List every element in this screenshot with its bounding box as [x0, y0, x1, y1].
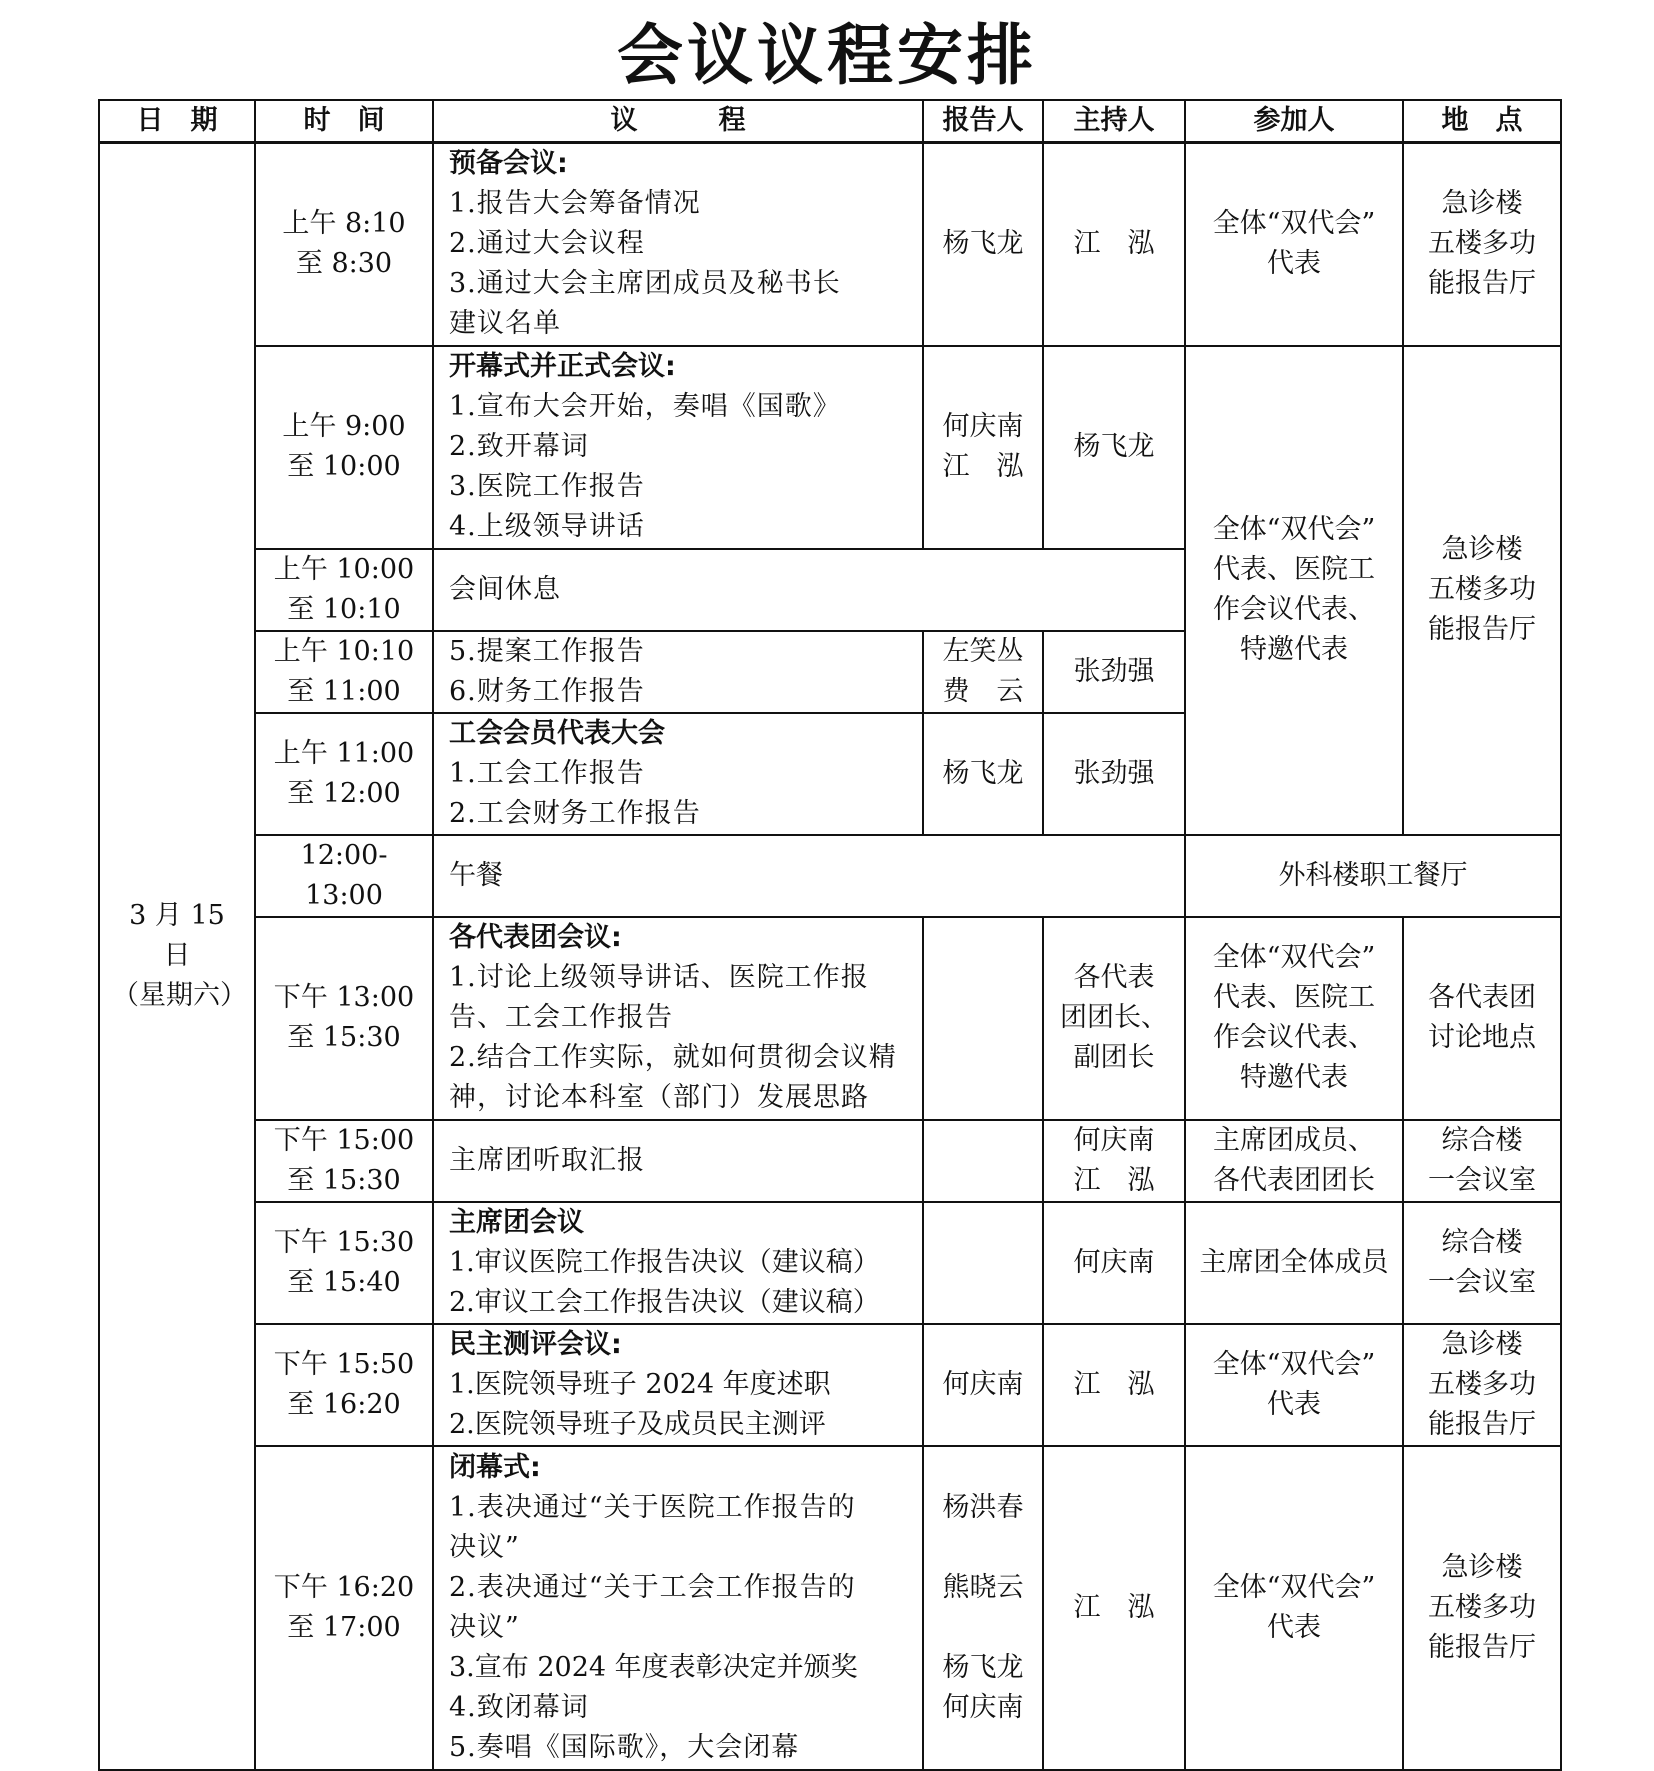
time-cell: 上午 11:00 至 12:00 [255, 713, 433, 835]
attendees-cell: 主席团全体成员 [1185, 1202, 1403, 1324]
agenda-table [98, 99, 1562, 1771]
date-cell: 3 月 15 日 （星期六） [99, 143, 255, 1770]
time-cell: 下午 13:00 至 15:30 [255, 917, 433, 1120]
reporter-cell: 杨飞龙 [923, 143, 1043, 346]
time-cell: 下午 15:50 至 16:20 [255, 1324, 433, 1446]
agenda-cell: 5.提案工作报告 6.财务工作报告 [433, 631, 923, 713]
table-row [99, 346, 1561, 549]
location-cell: 急诊楼 五楼多功 能报告厅 [1403, 1324, 1561, 1446]
time-cell: 上午 10:10 至 11:00 [255, 631, 433, 713]
location-cell: 急诊楼 五楼多功 能报告厅 [1403, 346, 1561, 835]
attendees-cell: 主席团成员、 各代表团团长 [1185, 1120, 1403, 1202]
location-cell: 综合楼 一会议室 [1403, 1202, 1561, 1324]
reporter-cell [923, 917, 1043, 1120]
host-cell: 江 泓 [1043, 143, 1185, 346]
time-cell: 上午 9:00 至 10:00 [255, 346, 433, 549]
agenda-cell: 主席团听取汇报 [433, 1120, 923, 1202]
table-row [99, 1202, 1561, 1324]
location-cell: 急诊楼 五楼多功 能报告厅 [1403, 143, 1561, 346]
table-row [99, 143, 1561, 346]
header-host: 主持人 [1043, 100, 1185, 143]
agenda-cell: 预备会议: 1.报告大会筹备情况 2.通过大会议程 3.通过大会主席团成员及秘书长 建议名单 [433, 143, 923, 346]
table-row [99, 1324, 1561, 1446]
host-cell: 杨飞龙 [1043, 346, 1185, 549]
reporter-cell: 杨洪春 熊晓云 杨飞龙 何庆南 [923, 1446, 1043, 1770]
host-cell: 张劲强 [1043, 631, 1185, 713]
header-agenda: 议 程 [433, 100, 923, 143]
attendees-cell: 全体“双代会” 代表、医院工 作会议代表、 特邀代表 [1185, 346, 1403, 835]
reporter-cell: 何庆南 [923, 1324, 1043, 1446]
table-row [99, 835, 1561, 917]
header-reporter: 报告人 [923, 100, 1043, 143]
time-cell: 12:00-13:00 [255, 835, 433, 917]
host-cell: 何庆南 江 泓 [1043, 1120, 1185, 1202]
host-cell: 各代表 团团长、 副团长 [1043, 917, 1185, 1120]
host-cell: 张劲强 [1043, 713, 1185, 835]
attendees-cell: 全体“双代会” 代表 [1185, 1324, 1403, 1446]
attendees-cell: 全体“双代会” 代表 [1185, 143, 1403, 346]
agenda-cell: 会间休息 [433, 549, 1185, 631]
table-row [99, 1120, 1561, 1202]
location-cell: 外科楼职工餐厅 [1185, 835, 1561, 917]
host-cell: 江 泓 [1043, 1446, 1185, 1770]
location-cell: 综合楼 一会议室 [1403, 1120, 1561, 1202]
agenda-cell: 午餐 [433, 835, 1185, 917]
time-cell: 上午 8:10 至 8:30 [255, 143, 433, 346]
header-time: 时 间 [255, 100, 433, 143]
table-row [99, 917, 1561, 1120]
location-cell: 急诊楼 五楼多功 能报告厅 [1403, 1446, 1561, 1770]
time-cell: 下午 16:20 至 17:00 [255, 1446, 433, 1770]
attendees-cell: 全体“双代会” 代表 [1185, 1446, 1403, 1770]
header-attendees: 参加人 [1185, 100, 1403, 143]
header-row [99, 100, 1561, 143]
reporter-cell: 左笑丛 费 云 [923, 631, 1043, 713]
reporter-cell [923, 1120, 1043, 1202]
location-cell: 各代表团 讨论地点 [1403, 917, 1561, 1120]
host-cell: 江 泓 [1043, 1324, 1185, 1446]
reporter-cell: 杨飞龙 [923, 713, 1043, 835]
agenda-cell: 开幕式并正式会议: 1.宣布大会开始，奏唱《国歌》 2.致开幕词 3.医院工作报告 4.上级领导讲话 [433, 346, 923, 549]
time-cell: 上午 10:00 至 10:10 [255, 549, 433, 631]
agenda-cell: 各代表团会议: 1.讨论上级领导讲话、医院工作报 告、工会工作报告 2.结合工作实际，就如何贯彻会议精 神，讨论本科室（部门）发展思路 [433, 917, 923, 1120]
time-cell: 下午 15:30 至 15:40 [255, 1202, 433, 1324]
host-cell: 何庆南 [1043, 1202, 1185, 1324]
page-title: 会议议程安排 [617, 17, 1037, 94]
table-row [99, 1446, 1561, 1770]
agenda-cell: 主席团会议 1.审议医院工作报告决议（建议稿） 2.审议工会工作报告决议（建议稿） [433, 1202, 923, 1324]
reporter-cell: 何庆南 江 泓 [923, 346, 1043, 549]
agenda-cell: 民主测评会议: 1.医院领导班子 2024 年度述职 2.医院领导班子及成员民主测评 [433, 1324, 923, 1446]
agenda-cell: 工会会员代表大会 1.工会工作报告 2.工会财务工作报告 [433, 713, 923, 835]
attendees-cell: 全体“双代会” 代表、医院工 作会议代表、 特邀代表 [1185, 917, 1403, 1120]
agenda-cell: 闭幕式: 1.表决通过“关于医院工作报告的 决议” 2.表决通过“关于工会工作报告的 决议” 3.宣布 2024 年度表彰决定并颁奖 4.致闭幕词 5.奏唱《国际歌》，大会闭幕 [433, 1446, 923, 1770]
header-date: 日 期 [99, 100, 255, 143]
header-location: 地 点 [1403, 100, 1561, 143]
time-cell: 下午 15:00 至 15:30 [255, 1120, 433, 1202]
reporter-cell [923, 1202, 1043, 1324]
